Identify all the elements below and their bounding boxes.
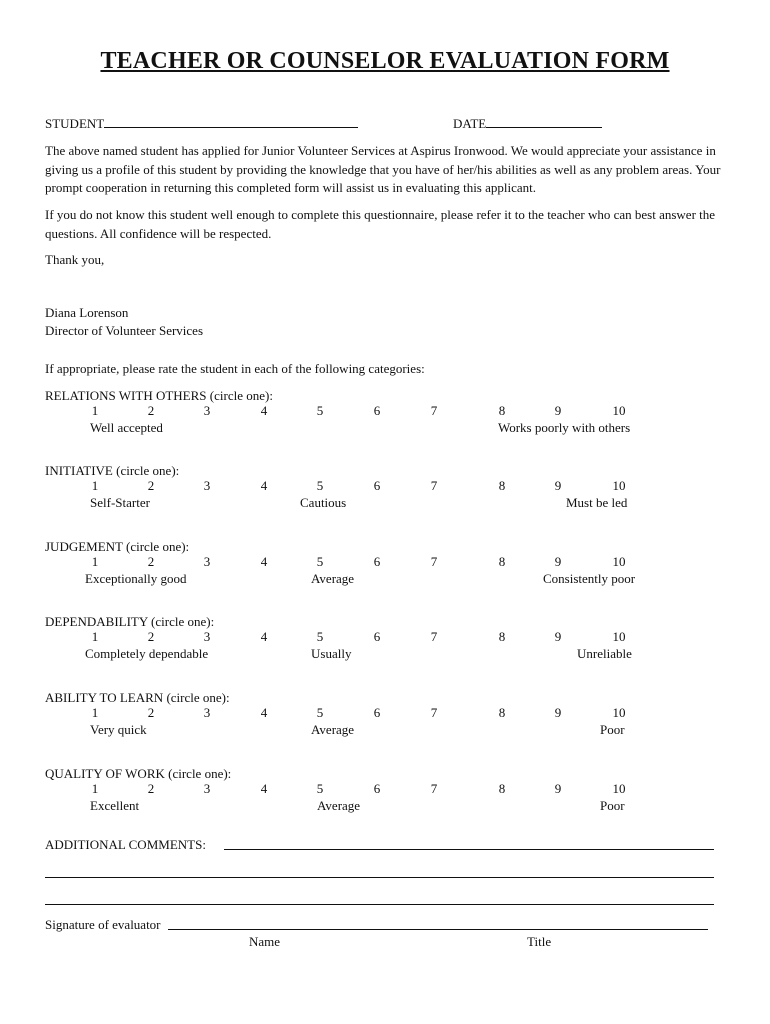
rating-option-4[interactable]: 4 <box>260 478 268 493</box>
rating-option-2[interactable]: 2 <box>147 478 155 493</box>
rating-option-9[interactable]: 9 <box>554 705 562 720</box>
signer-title: Director of Volunteer Services <box>45 323 203 338</box>
rating-option-3[interactable]: 3 <box>203 629 211 644</box>
rating-option-10[interactable]: 10 <box>612 478 626 493</box>
signature-name-caption: Name <box>249 934 281 949</box>
rating-option-1[interactable]: 1 <box>91 554 99 569</box>
scale-label-low: Very quick <box>90 722 147 737</box>
rating-option-2[interactable]: 2 <box>147 781 155 796</box>
rating-option-8[interactable]: 8 <box>498 705 506 720</box>
rating-option-7[interactable]: 7 <box>430 629 438 644</box>
rating-option-1[interactable]: 1 <box>91 629 99 644</box>
intro-paragraph: The above named student has applied for Junior Volunteer Services at Aspirus Ironwood. We would appreciate your assistance in giving us a profile of this student by providing the knowledge that you have of her/his abilities as well as any problem areas. Your prompt cooperation in returning this completed form will assist us in evaluating this applicant. <box>45 143 721 195</box>
signature-title-caption: Title <box>527 934 552 949</box>
scale-label-high: Poor <box>600 722 625 737</box>
comments-label: ADDITIONAL COMMENTS: <box>45 837 206 852</box>
rating-option-10[interactable]: 10 <box>612 554 626 569</box>
rating-option-7[interactable]: 7 <box>430 403 438 418</box>
rating-option-3[interactable]: 3 <box>203 705 211 720</box>
rating-option-5[interactable]: 5 <box>316 705 324 720</box>
rating-option-3[interactable]: 3 <box>203 781 211 796</box>
rating-option-9[interactable]: 9 <box>554 478 562 493</box>
scale-label-mid: Average <box>311 722 355 737</box>
rating-option-4[interactable]: 4 <box>260 403 268 418</box>
referral-paragraph: If you do not know this student well enough to complete this questionnaire, please refer it to the teacher who can best answer the questions. All confidence will be respected. <box>45 207 716 241</box>
rating-option-6[interactable]: 6 <box>373 403 381 418</box>
category-heading: ABILITY TO LEARN (circle one): <box>45 690 230 705</box>
rating-option-2[interactable]: 2 <box>147 705 155 720</box>
category-heading: RELATIONS WITH OTHERS (circle one): <box>45 388 273 403</box>
signature-label: Signature of evaluator <box>45 917 161 932</box>
rating-option-8[interactable]: 8 <box>498 629 506 644</box>
category-heading: INITIATIVE (circle one): <box>45 463 180 478</box>
thanks-text: Thank you, <box>45 252 105 267</box>
rating-option-10[interactable]: 10 <box>612 705 626 720</box>
rating-option-6[interactable]: 6 <box>373 705 381 720</box>
rating-option-7[interactable]: 7 <box>430 478 438 493</box>
student-row <box>45 115 358 133</box>
category-heading: DEPENDABILITY (circle one): <box>45 614 215 629</box>
scale-label-low: Exceptionally good <box>85 571 187 586</box>
rating-option-8[interactable]: 8 <box>498 781 506 796</box>
scale-label-mid: Usually <box>311 646 352 661</box>
rating-option-8[interactable]: 8 <box>498 403 506 418</box>
rating-option-5[interactable]: 5 <box>316 478 324 493</box>
rating-option-4[interactable]: 4 <box>260 629 268 644</box>
rating-option-6[interactable]: 6 <box>373 478 381 493</box>
date-field[interactable] <box>486 115 602 128</box>
rating-option-9[interactable]: 9 <box>554 403 562 418</box>
rating-option-1[interactable]: 1 <box>91 403 99 418</box>
student-field[interactable] <box>104 115 358 128</box>
rating-intro: If appropriate, please rate the student in each of the following categories: <box>45 361 425 376</box>
rating-option-6[interactable]: 6 <box>373 554 381 569</box>
rating-option-1[interactable]: 1 <box>91 705 99 720</box>
rating-option-3[interactable]: 3 <box>203 478 211 493</box>
signer-name: Diana Lorenson <box>45 305 129 320</box>
form-title: TEACHER OR COUNSELOR EVALUATION FORM <box>100 48 670 74</box>
rating-option-5[interactable]: 5 <box>316 781 324 796</box>
scale-label-mid: Average <box>317 798 361 813</box>
rating-option-5[interactable]: 5 <box>316 554 324 569</box>
rating-option-8[interactable]: 8 <box>498 478 506 493</box>
comments-line-1[interactable] <box>224 849 714 850</box>
rating-option-2[interactable]: 2 <box>147 554 155 569</box>
comments-line-3[interactable] <box>45 904 714 905</box>
scale-label-high: Works poorly with others <box>498 420 631 435</box>
scale-label-low: Well accepted <box>90 420 163 435</box>
rating-option-5[interactable]: 5 <box>316 629 324 644</box>
rating-option-4[interactable]: 4 <box>260 705 268 720</box>
rating-option-4[interactable]: 4 <box>260 554 268 569</box>
rating-option-9[interactable]: 9 <box>554 629 562 644</box>
scale-label-low: Excellent <box>90 798 140 813</box>
category-heading: JUDGEMENT (circle one): <box>45 539 190 554</box>
scale-label-low: Self-Starter <box>90 495 150 510</box>
rating-option-4[interactable]: 4 <box>260 781 268 796</box>
rating-option-9[interactable]: 9 <box>554 554 562 569</box>
rating-option-6[interactable]: 6 <box>373 781 381 796</box>
rating-option-2[interactable]: 2 <box>147 403 155 418</box>
date-label: DATE <box>453 116 487 131</box>
comments-line-2[interactable] <box>45 877 714 878</box>
rating-option-5[interactable]: 5 <box>316 403 324 418</box>
date-row <box>453 115 602 133</box>
scale-label-mid: Average <box>311 571 355 586</box>
scale-label-low: Completely dependable <box>85 646 209 661</box>
rating-option-1[interactable]: 1 <box>91 781 99 796</box>
rating-option-8[interactable]: 8 <box>498 554 506 569</box>
rating-option-2[interactable]: 2 <box>147 629 155 644</box>
rating-option-10[interactable]: 10 <box>612 629 626 644</box>
category-heading: QUALITY OF WORK (circle one): <box>45 766 232 781</box>
signature-line[interactable] <box>168 929 708 930</box>
scale-label-high: Must be led <box>566 495 628 510</box>
rating-option-7[interactable]: 7 <box>430 554 438 569</box>
rating-option-3[interactable]: 3 <box>203 554 211 569</box>
rating-option-7[interactable]: 7 <box>430 705 438 720</box>
student-label: STUDENT <box>45 116 105 131</box>
rating-option-1[interactable]: 1 <box>91 478 99 493</box>
rating-option-10[interactable]: 10 <box>612 403 626 418</box>
rating-option-6[interactable]: 6 <box>373 629 381 644</box>
scale-label-high: Consistently poor <box>543 571 636 586</box>
rating-option-9[interactable]: 9 <box>554 781 562 796</box>
scale-label-high: Poor <box>600 798 625 813</box>
rating-option-10[interactable]: 10 <box>612 781 626 796</box>
scale-label-mid: Cautious <box>300 495 347 510</box>
rating-option-7[interactable]: 7 <box>430 781 438 796</box>
rating-option-3[interactable]: 3 <box>203 403 211 418</box>
scale-label-high: Unreliable <box>577 646 632 661</box>
